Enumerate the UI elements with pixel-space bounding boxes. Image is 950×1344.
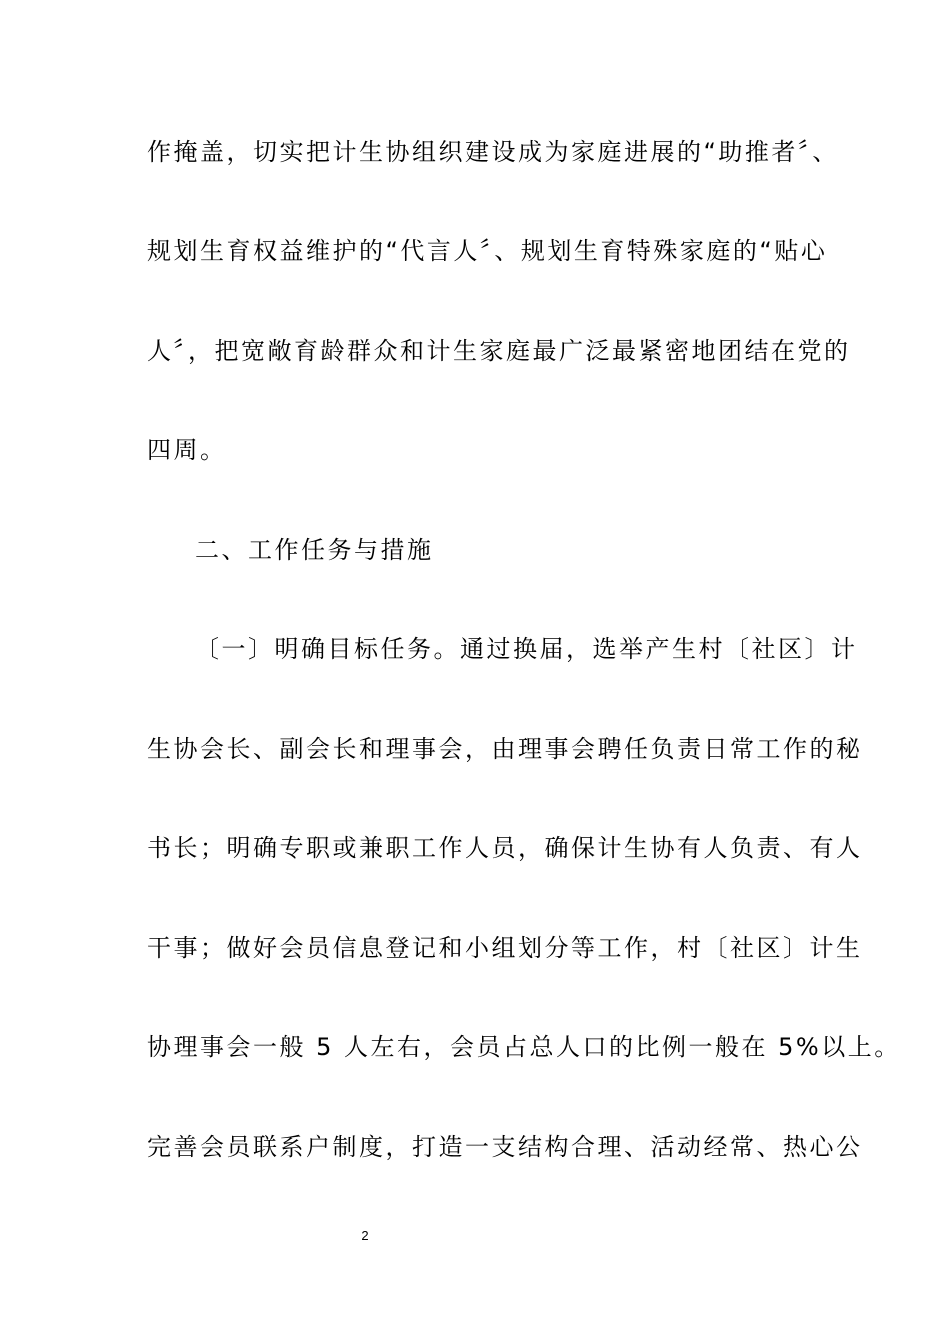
text-line: 〔一〕明确目标任务。通过换届，选举产生村〔社区〕计 [195, 635, 858, 663]
text-line: 规划生育权益维护的“代言人〞、规划生育特殊家庭的“贴心 [147, 237, 828, 265]
text-line: 协理事会一般 5 人左右，会员占总人口的比例一般在 5%以上。 [147, 1033, 901, 1061]
section-heading: 二、工作任务与措施 [195, 536, 434, 564]
text-line: 人〞，把宽敞育龄群众和计生家庭最广泛最紧密地团结在党的 [147, 337, 851, 365]
text-line: 生协会长、副会长和理事会，由理事会聘任负责日常工作的秘 [147, 735, 863, 763]
page-number: 2 [361, 1228, 369, 1243]
text-line: 作掩盖，切实把计生协组织建设成为家庭进展的“助推者〞、 [147, 138, 839, 166]
text-line: 干事；做好会员信息登记和小组划分等工作，村〔社区〕计生 [147, 934, 863, 962]
text-line: 书长；明确专职或兼职工作人员，确保计生协有人负责、有人 [147, 834, 863, 862]
text-line: 四周。 [147, 436, 227, 464]
text-line: 完善会员联系户制度，打造一支结构合理、活动经常、热心公 [147, 1133, 863, 1161]
